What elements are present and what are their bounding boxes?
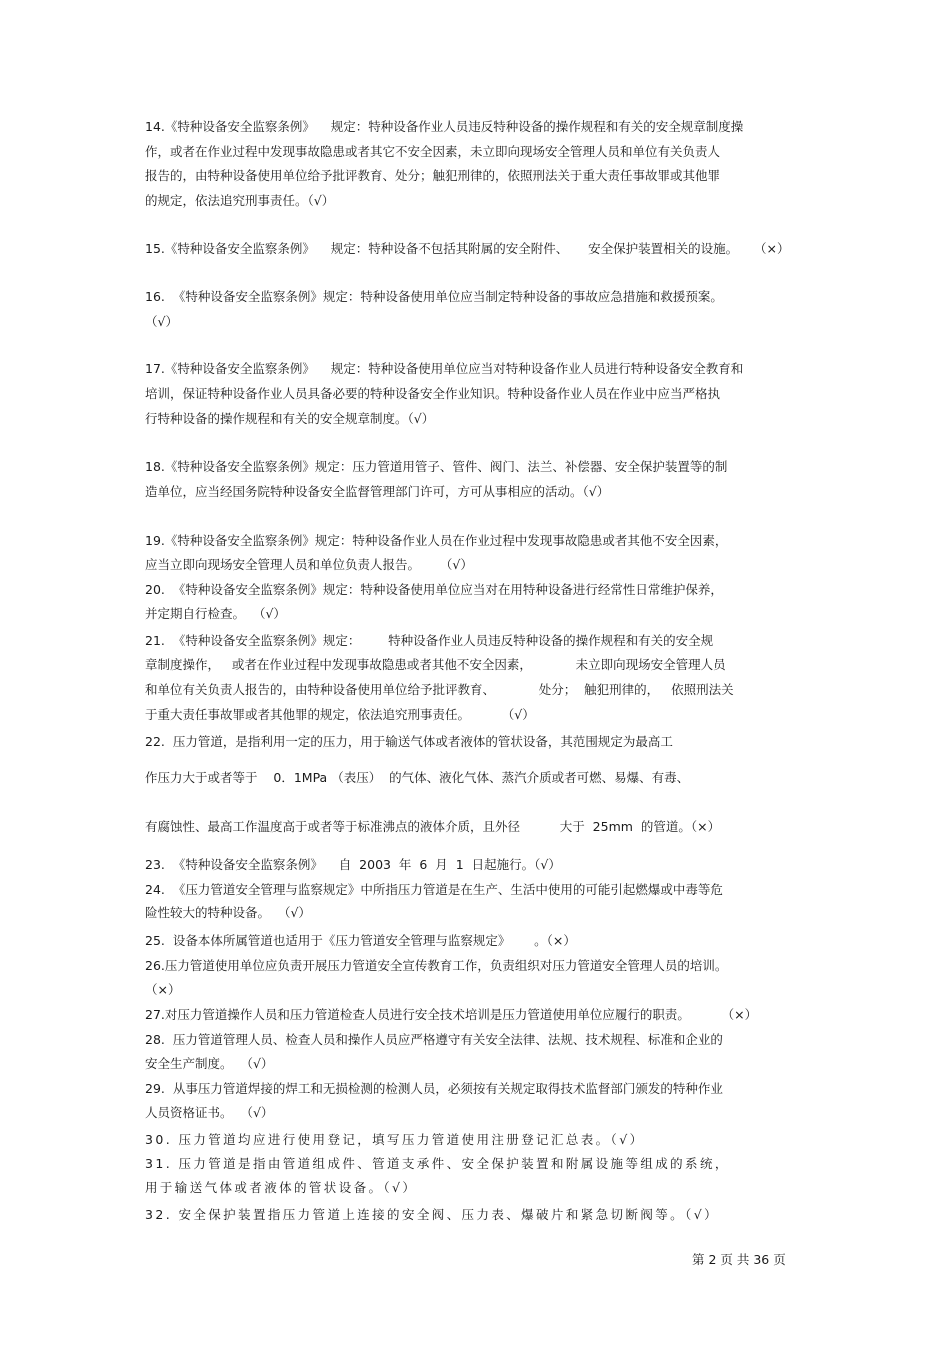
text-line: 14.《特种设备安全监察条例》 规定：特种设备作业人员违反特种设备的操作规程和有关的安全规章制度操 [145, 119, 744, 134]
text-line: 培训，保证特种设备作业人员具备必要的特种设备安全作业知识。特种设备作业人员在作业中应当严格执 [145, 386, 721, 401]
text-line: 23. 《特种设备安全监察条例》 自 2003 年 6 月 1 日起施行。（√） [145, 857, 561, 872]
text-line: 30. 压力管道均应进行使用登记，填写压力管道使用注册登记汇总表。（√） [145, 1132, 645, 1147]
text-line: 于重大责任事故罪或者其他罪的规定，依法追究刑事责任。 （√） [145, 707, 535, 722]
text-line: 22. 压力管道，是指利用一定的压力，用于输送气体或者液体的管状设备，其范围规定为最高工 [145, 734, 673, 749]
text-line: 32. 安全保护装置指压力管道上连接的安全阀、压力表、爆破片和紧急切断阀等。（√） [145, 1207, 719, 1222]
text-line: 27.对压力管道操作人员和压力管道检查人员进行安全技术培训是压力管道使用单位应履行的职责。 （×） [145, 1007, 758, 1022]
text-line: 31. 压力管道是指由管道组成件、管道支承件、安全保护装置和附属设施等组成的系统， [145, 1156, 730, 1171]
text-line: 28. 压力管道管理人员、检查人员和操作人员应严格遵守有关安全法律、法规、技术规程、标准和企业的 [145, 1032, 723, 1047]
page-number: 第 2 页 共 36 页 [692, 1252, 786, 1267]
text-line: 作，或者在作业过程中发现事故隐患或者其它不安全因素，未立即向现场安全管理人员和单位有关负责人 [145, 144, 721, 159]
text-line: 安全生产制度。 （√） [145, 1056, 274, 1071]
text-line: 29. 从事压力管道焊接的焊工和无损检测的检测人员，必须按有关规定取得技术监督部门颁发的特种作业 [145, 1081, 723, 1096]
text-line: 26.压力管道使用单位应负责开展压力管道安全宣传教育工作，负责组织对压力管道安全管理人员的培训。 [145, 958, 728, 973]
text-line: 20. 《特种设备安全监察条例》规定：特种设备使用单位应当对在用特种设备进行经常性日常维护保养， [145, 582, 723, 597]
text-line: 16. 《特种设备安全监察条例》规定：特种设备使用单位应当制定特种设备的事故应急措施和救援预案。 [145, 289, 723, 304]
text-line: 用于输送气体或者液体的管状设备。（√） [145, 1180, 418, 1195]
text-line: 17.《特种设备安全监察条例》 规定：特种设备使用单位应当对特种设备作业人员进行特种设备安全教育和 [145, 361, 744, 376]
text-line: 行特种设备的操作规程和有关的安全规章制度。（√） [145, 411, 435, 426]
text-line: （√） [145, 314, 178, 329]
text-line: 作压力大于或者等于 0．1MPa （表压） 的气体、液化气体、蒸汽介质或者可燃、易爆、有毒、 [145, 770, 690, 785]
text-line: 并定期自行检查。 （√） [145, 606, 286, 621]
text-line: 应当立即向现场安全管理人员和单位负责人报告。 （√） [145, 557, 473, 572]
text-line: 的规定，依法追究刑事责任。（√） [145, 193, 335, 208]
text-line: 章制度操作， 或者在作业过程中发现事故隐患或者其他不安全因素， 未立即向现场安全管理人员 [145, 657, 726, 672]
text-line: 21. 《特种设备安全监察条例》规定： 特种设备作业人员违反特种设备的操作规程和有关的安全规 [145, 633, 714, 648]
text-line: 有腐蚀性、最高工作温度高于或者等于标准沸点的液体介质，且外径 大于 25mm 的管道。（×） [145, 819, 721, 834]
text-line: （×） [145, 982, 181, 997]
text-line: 15.《特种设备安全监察条例》 规定：特种设备不包括其附属的安全附件、 安全保护装置相关的设施。 （×） [145, 241, 790, 256]
text-line: 人员资格证书。 （√） [145, 1105, 274, 1120]
text-line: 18.《特种设备安全监察条例》规定：压力管道用管子、管件、阀门、法兰、补偿器、安全保护装置等的制 [145, 459, 728, 474]
text-line: 24. 《压力管道安全管理与监察规定》中所指压力管道是在生产、生活中使用的可能引起燃爆或中毒等危 [145, 882, 723, 897]
text-line: 25. 设备本体所属管道也适用于《压力管道安全管理与监察规定》 。（×） [145, 933, 576, 948]
text-line: 造单位，应当经国务院特种设备安全监督管理部门许可，方可从事相应的活动。（√） [145, 484, 610, 499]
text-line: 险性较大的特种设备。 （√） [145, 905, 311, 920]
text-line: 19.《特种设备安全监察条例》规定：特种设备作业人员在作业过程中发现事故隐患或者其他不安全因素， [145, 533, 728, 548]
text-line: 报告的，由特种设备使用单位给予批评教育、处分；触犯刑律的，依照刑法关于重大责任事故罪或其他罪 [145, 168, 721, 183]
text-line: 和单位有关负责人报告的，由特种设备使用单位给予批评教育、 处分； 触犯刑律的， 依照刑法关 [145, 682, 734, 697]
